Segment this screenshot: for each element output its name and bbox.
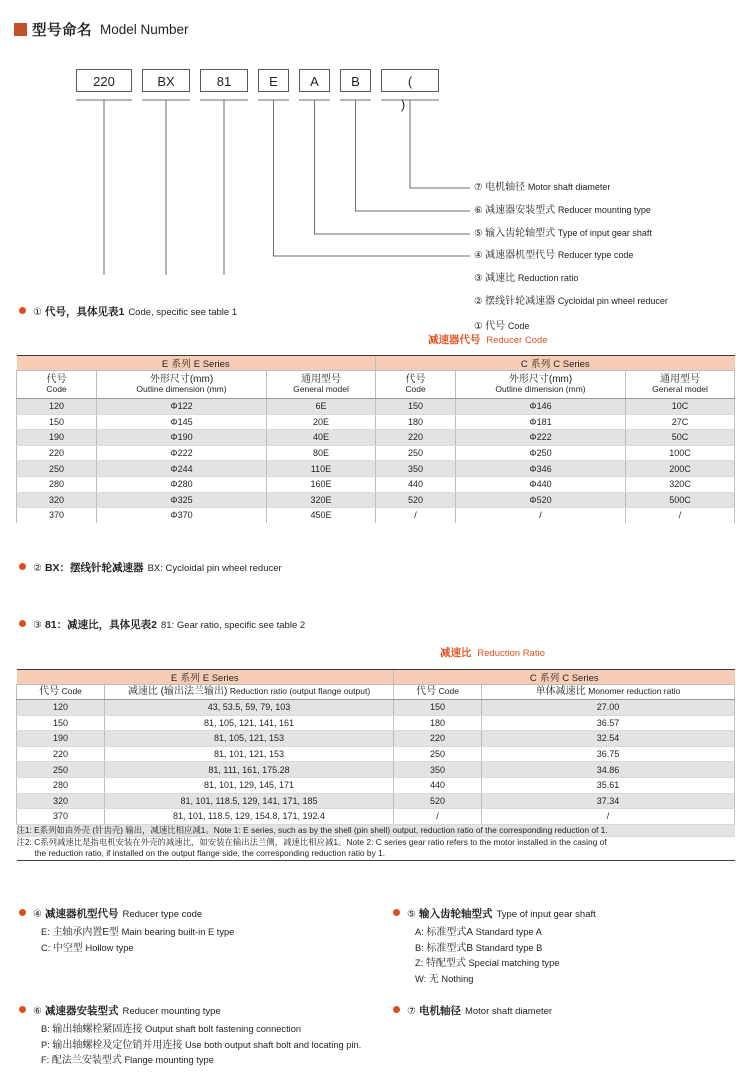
legend-label-en: Motor shaft diameter — [527, 182, 611, 192]
legend-label-cn: 输入齿轮轴型式 — [485, 228, 556, 239]
bullet-dot-icon — [19, 620, 26, 627]
legend-item-4 — [474, 251, 633, 261]
item-label-cn: 81：减速比，具体见表2 — [44, 619, 157, 631]
option-row: C: 中空型 Hollow type — [41, 942, 134, 954]
bullet-dot-icon — [19, 909, 26, 916]
col-header-outline-c: 外形尺寸(mm) Outline dimension (mm) — [456, 371, 626, 399]
option-row: P: 输出轴螺栓及定位销并用连接 Use both output shaft bolt and locating pin. — [41, 1039, 362, 1051]
item-6-heading — [19, 1003, 221, 1018]
item-label-cn: 代号，具体见表1 — [44, 306, 125, 318]
note-2-line-1: 注2: C系列减速比是指电机安装在外壳的减速比，如安装在输出法兰侧，减速比相应减1。Note 2: C series gear ratio refers to the motor installed in the casing of — [16, 837, 607, 848]
page-title-cn: 型号命名 — [32, 23, 92, 39]
legend-number: ⑥ — [474, 205, 483, 216]
table-row: 280 81, 101, 129, 145, 171 440 35.61 — [17, 777, 735, 793]
bullet-dot-icon — [393, 909, 400, 916]
band-e-series — [17, 670, 394, 685]
item-5-options — [415, 925, 559, 987]
legend-number: ⑦ — [474, 182, 483, 193]
col-header-ratio-e: 减速比 (输出法兰输出) Reduction ratio (output flange output) — [105, 685, 394, 700]
item-label-cn: 减速器机型代号 — [44, 908, 119, 920]
table-row: 280 Φ280 160E 440 Φ440 320C — [17, 476, 735, 492]
note-2-line-2: the reduction ratio, if installed on the output flange side, the corresponding reduction ratio by 1. — [34, 848, 386, 859]
item-label-cn: 输入齿轮轴型式 — [418, 908, 493, 920]
table-2-header-row — [17, 685, 735, 700]
code-box-2: BX — [142, 69, 190, 92]
item-6-options — [41, 1022, 361, 1069]
legend-item-5 — [474, 229, 652, 239]
code-box-5: A — [299, 69, 330, 92]
table-row: 250 Φ244 110E 350 Φ346 200C — [17, 461, 735, 477]
legend-label-cn: 减速器机型代号 — [485, 250, 556, 261]
band-c-series — [376, 356, 735, 371]
table-row: 370 81, 101, 118.5, 129, 154.8, 171, 192.4 / / — [17, 809, 735, 825]
col-header-code-e: 代号 Code — [17, 371, 97, 399]
table-row: 150 81, 105, 121, 141, 161 180 36.57 — [17, 715, 735, 731]
legend-label-cn: 减速比 — [485, 273, 516, 284]
table-row: 220 Φ222 80E 250 Φ250 100C — [17, 445, 735, 461]
legend-label-cn: 减速器安装型式 — [485, 205, 556, 216]
table-1-header-row — [17, 371, 735, 399]
legend-item-3 — [474, 274, 578, 284]
table-row: 120 Φ122 6E 150 Φ146 10C — [17, 399, 735, 415]
legend-number: ① — [474, 321, 483, 332]
item-label-en: Motor shaft diameter — [464, 1006, 553, 1017]
option-row: A: 标准型式A Standard type A — [415, 927, 542, 938]
item-number: ⑥ — [33, 1006, 42, 1017]
band-label-cn: C 系列 — [529, 673, 560, 684]
item-label-en: Code, specific see table 1 — [128, 307, 238, 318]
legend-label-cn: 电机轴径 — [485, 182, 526, 193]
option-row: B: 输出轴螺栓紧固连接 Output shaft bolt fastening connection — [41, 1024, 302, 1035]
item-1-heading — [19, 304, 237, 319]
item-number: ⑦ — [407, 1006, 416, 1017]
col-header-outline-e: 外形尺寸(mm) Outline dimension (mm) — [97, 371, 267, 399]
legend-label-cn: 摆线针轮减速器 — [485, 296, 556, 307]
code-box-3: 81 — [200, 69, 248, 92]
code-box-6: B — [340, 69, 371, 92]
band-e-series — [17, 356, 376, 371]
title-square-icon — [14, 23, 27, 36]
table-1-band-row — [17, 356, 735, 371]
legend-item-2 — [474, 297, 668, 307]
band-label-en: E Series — [202, 673, 239, 684]
reducer-code-table — [16, 355, 735, 523]
bullet-dot-icon — [19, 1006, 26, 1013]
band-label-cn: E 系列 — [170, 673, 201, 684]
diagram-connector-lines — [0, 60, 750, 275]
table-caption-cn: 减速比 — [440, 647, 472, 659]
reduction-ratio-table — [16, 669, 735, 861]
table-2-caption — [440, 645, 545, 660]
table-row: 320 Φ325 320E 520 Φ520 500C — [17, 492, 735, 508]
legend-label-cn: 代号 — [485, 321, 506, 332]
code-box-4: E — [258, 69, 289, 92]
legend-number: ⑤ — [474, 228, 483, 239]
table-row: 190 81, 105, 121, 153 220 32.54 — [17, 731, 735, 747]
table-row: 190 Φ190 40E 220 Φ222 50C — [17, 430, 735, 446]
option-row: Z: 特配型式 Special matching type — [415, 958, 560, 969]
item-number: ④ — [33, 909, 42, 920]
item-label-en: Type of input gear shaft — [496, 909, 596, 920]
item-number: ③ — [33, 620, 42, 631]
item-5-heading — [393, 906, 596, 921]
band-c-series — [394, 670, 735, 685]
option-row: F: 配法兰安装型式 Flange mounting type — [41, 1055, 214, 1066]
table-row: 120 43, 53.5, 59, 79, 103 150 27.00 — [17, 700, 735, 716]
table-row: 250 81, 111, 161, 175.28 350 34.86 — [17, 762, 735, 778]
table-row: 220 81, 101, 121, 153 250 36.75 — [17, 746, 735, 762]
legend-item-6 — [474, 206, 651, 216]
table-2-note-2 — [17, 837, 735, 861]
table-1-caption — [428, 332, 548, 347]
item-label-en: Reducer type code — [122, 909, 203, 920]
item-number: ⑤ — [407, 909, 416, 920]
item-4-heading — [19, 906, 202, 921]
item-3-heading — [19, 617, 305, 632]
band-label-en: C Series — [562, 673, 599, 684]
legend-label-en: Cycloidal pin wheel reducer — [557, 296, 668, 306]
band-label-en: C Series — [553, 359, 590, 370]
item-number: ② — [33, 563, 42, 574]
table-row: 320 81, 101, 118.5, 129, 141, 171, 185 520 37.34 — [17, 793, 735, 809]
table-row: 370 Φ370 450E / / / — [17, 508, 735, 523]
table-row: 150 Φ145 20E 180 Φ181 27C — [17, 414, 735, 430]
table-2-note-1: 注1: E系列如由外壳 (针齿壳) 输出，减速比相应减1。Note 1: E series, such as by the shell (pin shell) output, reduction ratio of the corresponding reduction of 1. — [17, 824, 735, 836]
item-7-heading — [393, 1003, 552, 1018]
legend-label-en: Type of input gear shaft — [557, 228, 652, 238]
item-label-cn: 电机轴径 — [418, 1005, 461, 1017]
bullet-dot-icon — [19, 563, 26, 570]
col-header-code-c: 代号 Code — [376, 371, 456, 399]
table-caption-en: Reducer Code — [486, 335, 548, 346]
table-2-band-row — [17, 670, 735, 685]
item-label-cn: 减速器安装型式 — [44, 1005, 119, 1017]
legend-label-en: Reducer mounting type — [557, 205, 651, 215]
legend-label-en: Code — [507, 321, 530, 331]
option-row: B: 标准型式B Standard type B — [415, 942, 543, 954]
col-header-ratio-c: 单体减速比 Monomer reduction ratio — [482, 685, 735, 700]
legend-item-7 — [474, 183, 610, 193]
table-caption-en: Reduction Ratio — [477, 648, 545, 659]
legend-label-en: Reduction ratio — [517, 273, 579, 283]
legend-number: ② — [474, 296, 483, 307]
bullet-dot-icon — [393, 1006, 400, 1013]
col-header-code-e: 代号 Code — [17, 685, 105, 700]
band-label-cn: C 系列 — [520, 359, 551, 370]
code-box-1: 220 — [76, 69, 132, 92]
legend-label-en: Reducer type code — [557, 250, 634, 260]
item-label-en: Reducer mounting type — [122, 1006, 221, 1017]
col-header-model-e: 通用型号 General model — [267, 371, 376, 399]
item-4-options — [41, 925, 234, 956]
col-header-code-c: 代号 Code — [394, 685, 482, 700]
option-row: W: 无 Nothing — [415, 973, 474, 985]
page-title-en: Model Number — [100, 22, 189, 37]
band-label-cn: E 系列 — [161, 359, 192, 370]
item-label-en: 81: Gear ratio, specific see table 2 — [161, 620, 306, 631]
item-label-en: BX: Cycloidal pin wheel reducer — [147, 563, 282, 574]
item-2-heading — [19, 560, 282, 575]
item-number: ① — [33, 307, 42, 318]
legend-item-1 — [474, 322, 529, 332]
legend-number: ④ — [474, 250, 483, 261]
bullet-dot-icon — [19, 307, 26, 314]
item-label-cn: BX：摆线针轮减速器 — [44, 562, 144, 574]
page-title — [14, 19, 189, 40]
band-label-en: E Series — [193, 359, 230, 370]
col-header-model-c: 通用型号 General model — [626, 371, 735, 399]
option-row: E: 主轴承内置E型 Main bearing built-in E type — [41, 927, 235, 938]
table-caption-cn: 减速器代号 — [428, 334, 481, 346]
legend-number: ③ — [474, 273, 483, 284]
code-box-7: ( ) — [381, 69, 439, 92]
